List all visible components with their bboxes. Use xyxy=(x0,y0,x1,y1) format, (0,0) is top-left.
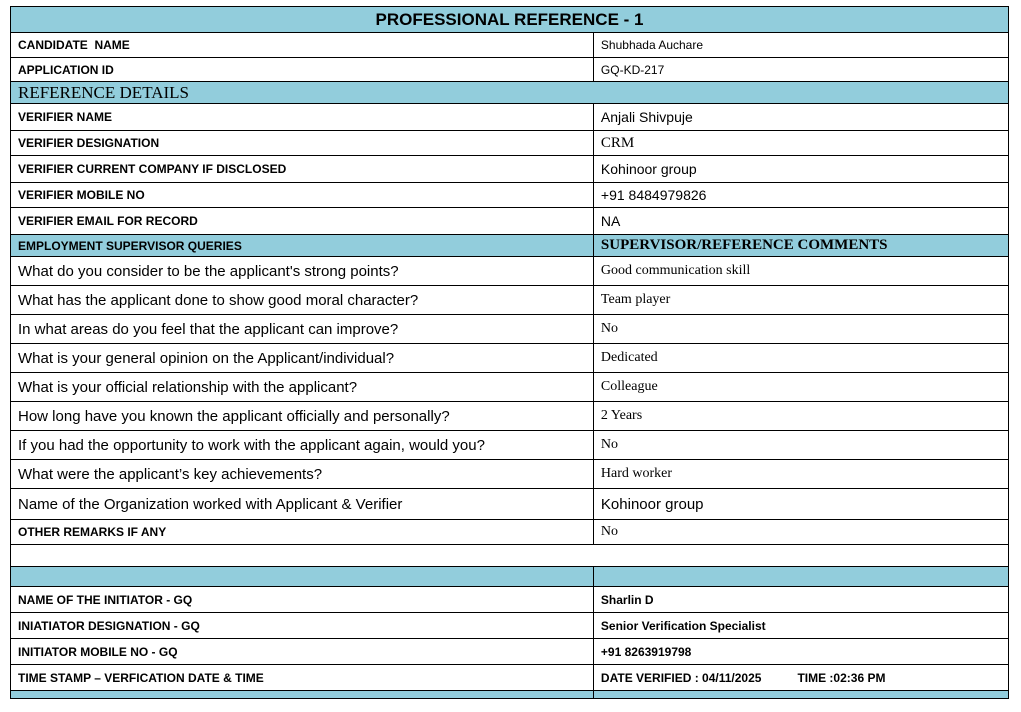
timestamp-label: TIME STAMP – VERFICATION DATE & TIME xyxy=(11,665,594,691)
application-id-label: APPLICATION ID xyxy=(11,58,594,82)
query-answer: No xyxy=(593,315,1008,344)
query-answer: Colleague xyxy=(593,373,1008,402)
verifier-designation-label: VERIFIER DESIGNATION xyxy=(11,131,594,156)
timestamp-value xyxy=(593,665,1008,691)
verifier-name-row xyxy=(11,104,1009,131)
query-question: How long have you known the applicant officially and personally? xyxy=(11,402,594,431)
query-question: What is your general opinion on the Applicant/individual? xyxy=(11,344,594,373)
verifier-email-label: VERIFIER EMAIL FOR RECORD xyxy=(11,208,594,235)
remarks-label: OTHER REMARKS IF ANY xyxy=(11,520,594,545)
query-question: What is your official relationship with the applicant? xyxy=(11,373,594,402)
initiator-mobile-label: INITIATOR MOBILE NO - GQ xyxy=(11,639,594,665)
query-question: What has the applicant done to show good moral character? xyxy=(11,286,594,315)
query-row xyxy=(11,257,1009,286)
initiator-header-left xyxy=(11,567,594,587)
verifier-company-value: Kohinoor group xyxy=(593,156,1008,183)
query-answer: Good communication skill xyxy=(593,257,1008,286)
reference-details-header-row xyxy=(11,82,1009,104)
query-answer: Kohinoor group xyxy=(593,489,1008,520)
initiator-designation-label: INIATIATOR DESIGNATION - GQ xyxy=(11,613,594,639)
remarks-row xyxy=(11,520,1009,545)
footer-right xyxy=(593,691,1008,699)
remarks-value: No xyxy=(593,520,1008,545)
sheet-title: PROFESSIONAL REFERENCE - 1 xyxy=(11,7,1009,33)
query-answer: Dedicated xyxy=(593,344,1008,373)
initiator-name-label: NAME OF THE INITIATOR - GQ xyxy=(11,587,594,613)
query-row xyxy=(11,489,1009,520)
queries-header-row xyxy=(11,235,1009,257)
query-answer: Team player xyxy=(593,286,1008,315)
application-id-row xyxy=(11,58,1009,82)
verifier-company-label: VERIFIER CURRENT COMPANY IF DISCLOSED xyxy=(11,156,594,183)
initiator-name-value: Sharlin D xyxy=(593,587,1008,613)
verifier-name-label: VERIFIER NAME xyxy=(11,104,594,131)
initiator-header-right xyxy=(593,567,1008,587)
query-question: What were the applicant’s key achievements? xyxy=(11,460,594,489)
query-row xyxy=(11,431,1009,460)
query-row xyxy=(11,286,1009,315)
query-question: If you had the opportunity to work with the applicant again, would you? xyxy=(11,431,594,460)
query-row xyxy=(11,460,1009,489)
candidate-name-label: CANDIDATE NAME xyxy=(11,33,594,58)
blank-cell xyxy=(11,545,1009,567)
verifier-email-row xyxy=(11,208,1009,235)
query-answer: 2 Years xyxy=(593,402,1008,431)
candidate-name-value: Shubhada Auchare xyxy=(593,33,1008,58)
query-row xyxy=(11,344,1009,373)
queries-header-left: EMPLOYMENT SUPERVISOR QUERIES xyxy=(11,235,594,257)
candidate-name-row xyxy=(11,33,1009,58)
footer-row xyxy=(11,691,1009,699)
initiator-header-row xyxy=(11,567,1009,587)
verifier-company-row xyxy=(11,156,1009,183)
time-verified: TIME :02:36 PM xyxy=(797,670,886,685)
query-question: Name of the Organization worked with Applicant & Verifier xyxy=(11,489,594,520)
verifier-designation-value: CRM xyxy=(593,131,1008,156)
verifier-mobile-value: +91 8484979826 xyxy=(593,183,1008,208)
query-row xyxy=(11,373,1009,402)
query-row xyxy=(11,402,1009,431)
reference-sheet xyxy=(10,6,1009,699)
initiator-mobile-row xyxy=(11,639,1009,665)
query-answer: Hard worker xyxy=(593,460,1008,489)
initiator-designation-row xyxy=(11,613,1009,639)
date-verified: DATE VERIFIED : 04/11/2025 xyxy=(600,670,762,685)
query-row xyxy=(11,315,1009,344)
initiator-name-row xyxy=(11,587,1009,613)
verifier-mobile-label: VERIFIER MOBILE NO xyxy=(11,183,594,208)
queries-header-right: SUPERVISOR/REFERENCE COMMENTS xyxy=(593,235,1008,257)
query-answer: No xyxy=(593,431,1008,460)
query-question: What do you consider to be the applicant's strong points? xyxy=(11,257,594,286)
reference-details-title: REFERENCE DETAILS xyxy=(11,82,1009,104)
verifier-mobile-row xyxy=(11,183,1009,208)
timestamp-row xyxy=(11,665,1009,691)
application-id-value: GQ-KD-217 xyxy=(593,58,1008,82)
title-row xyxy=(11,7,1009,33)
initiator-designation-value: Senior Verification Specialist xyxy=(593,613,1008,639)
verifier-name-value: Anjali Shivpuje xyxy=(593,104,1008,131)
verifier-designation-row xyxy=(11,131,1009,156)
verifier-email-value: NA xyxy=(593,208,1008,235)
query-question: In what areas do you feel that the applicant can improve? xyxy=(11,315,594,344)
footer-left xyxy=(11,691,594,699)
blank-row xyxy=(11,545,1009,567)
initiator-mobile-value: +91 8263919798 xyxy=(593,639,1008,665)
